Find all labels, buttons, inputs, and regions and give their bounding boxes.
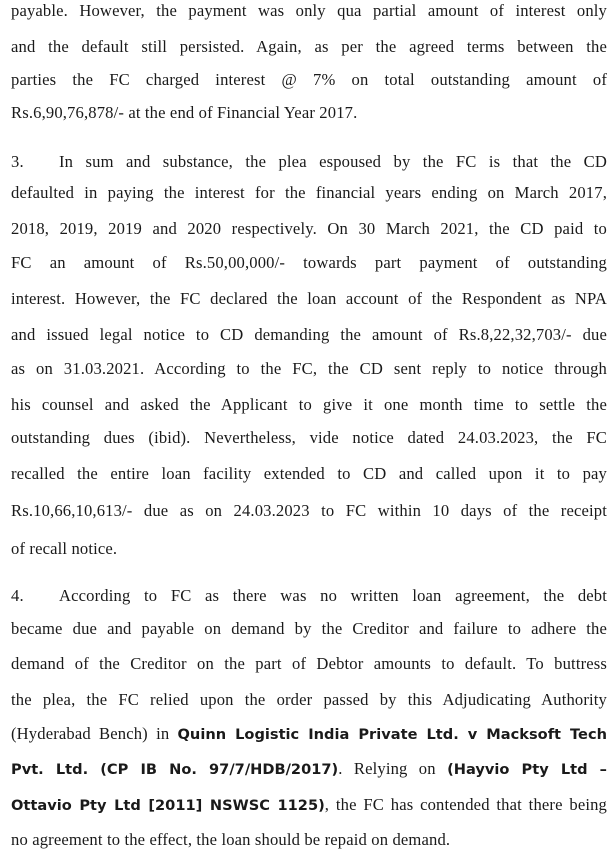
- text-line: recalled the entire loan facility extended to CD and called upon it to pay: [11, 464, 607, 483]
- paragraph-4-first-line: [11, 585, 607, 607]
- text-line: his counsel and asked the Applicant to give it one month time to settle the: [11, 395, 607, 414]
- text-line: Rs.10,66,10,613/- due as on 24.03.2023 to FC within 10 days of the receipt: [11, 501, 607, 520]
- text-span: In sum and substance, the plea espoused by the FC is that the CD: [59, 152, 607, 171]
- text-line: became due and payable on demand by the Creditor and failure to adhere the: [11, 619, 607, 638]
- text-line: and issued legal notice to CD demanding the amount of Rs.8,22,32,703/- due: [11, 325, 607, 344]
- paragraph-number: 4.: [11, 586, 24, 605]
- text-line-mixed: [11, 723, 607, 745]
- text-line: parties the FC charged interest @ 7% on total outstanding amount of: [11, 70, 607, 89]
- text-line: Rs.6,90,76,878/- at the end of Financial Year 2017.: [11, 103, 358, 122]
- text-span: (Hyderabad Bench) in: [11, 724, 170, 743]
- text-line-mixed: [11, 794, 607, 816]
- text-line: interest. However, the FC declared the loan account of the Respondent as NPA: [11, 289, 607, 308]
- text-line: of recall notice.: [11, 539, 118, 558]
- text-line: FC an amount of Rs.50,00,000/- towards part payment of outstanding: [11, 253, 607, 272]
- paragraph-number: 3.: [11, 152, 24, 171]
- text-line: demand of the Creditor on the part of Debtor amounts to default. To buttress: [11, 654, 607, 673]
- text-line: as on 31.03.2021. According to the FC, the CD sent reply to notice through: [11, 359, 607, 378]
- text-span: . Relying on: [338, 759, 436, 778]
- paragraph-3-first-line: [11, 151, 607, 173]
- text-line: defaulted in paying the interest for the financial years ending on March 2017,: [11, 183, 607, 202]
- text-span: , the FC has contended that there being: [324, 795, 607, 814]
- text-line: outstanding dues (ibid). Nevertheless, vide notice dated 24.03.2023, the FC: [11, 428, 607, 447]
- text-line: payable. However, the payment was only qua partial amount of interest only: [11, 1, 607, 20]
- text-line: no agreement to the effect, the loan should be repaid on demand.: [11, 830, 451, 849]
- text-line: the plea, the FC relied upon the order passed by this Adjudicating Authority: [11, 690, 607, 709]
- case-citation: Quinn Logistic India Private Ltd. v Macksoft Tech: [177, 726, 607, 743]
- text-line: and the default still persisted. Again, as per the agreed terms between the: [11, 37, 607, 56]
- case-citation: Pvt. Ltd. (CP IB No. 97/7/HDB/2017): [11, 761, 339, 778]
- text-line-mixed: [11, 758, 607, 780]
- case-citation: (Hayvio Pty Ltd –: [447, 761, 607, 778]
- text-line: 2018, 2019, 2019 and 2020 respectively. On 30 March 2021, the CD paid to: [11, 219, 607, 238]
- text-span: According to FC as there was no written loan agreement, the debt: [59, 586, 607, 605]
- case-citation: Ottavio Pty Ltd [2011] NSWSC 1125): [11, 797, 325, 814]
